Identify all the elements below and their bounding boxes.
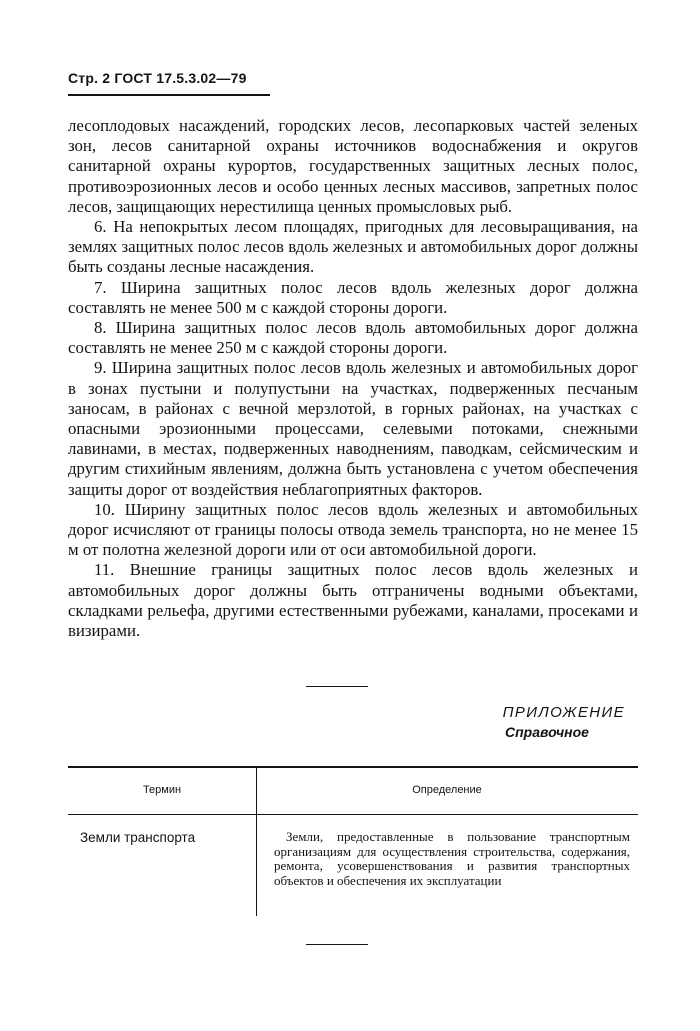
paragraph-9: 9. Ширина защитных полос лесов вдоль железных и автомобильных дорог в зонах пустыни и полупустыни на участках, подверженных песчаным заносам, в районах с вечной мерзлотой, в горных районах, на участках с опасными эрозионными процессами, селевыми потоками, снежными лавинами, в местах, подверженных наводнениям, паводкам, сейсмическим и другим стихийным явлениям, должна быть установлена с учетом обеспечения защиты дорог от воздействия неблагоприятных факторов. [68,358,638,499]
paragraph-11: 11. Внешние границы защитных полос лесов вдоль железных и автомобильных дорог должны быть отграничены водными объектами, складками рельефа, другими естественными рубежами, каналами, просеками и визирами. [68,560,638,641]
glossary-table [68,766,638,916]
header-rule [68,94,270,96]
appendix-subtitle: Справочное [505,724,589,740]
table-cell-term: Земли транспорта [80,830,196,845]
section-divider [306,686,368,687]
paragraph-6: 6. На непокрытых лесом площадях, пригодных для лесовыращивания, на землях защитных полос лесов вдоль железных и автомобильных дорог должны быть созданы лесные насаждения. [68,217,638,277]
paragraph-continuation: лесоплодовых насаждений, городских лесов, лесопарковых частей зеленых зон, лесов санитарной охраны источников водоснабжения и округов санитарной охраны курортов, государственных защитных лесных полос, противоэрозионных лесов и особо ценных лесных массивов, запретных полос лесов, защищающих нерестилища ценных промысловых рыб. [68,116,638,216]
page-header: Стр. 2 ГОСТ 17.5.3.02—79 [68,70,247,86]
appendix-title: ПРИЛОЖЕНИЕ [502,704,625,721]
paragraph-7: 7. Ширина защитных полос лесов вдоль железных дорог должна составлять не менее 500 м с каждой стороны дороги. [68,277,638,317]
column-header-term: Термин [142,784,182,796]
column-header-definition: Определение [412,784,482,796]
body-text [68,116,638,641]
end-divider [306,944,368,945]
table-top-rule [68,766,638,768]
paragraph-8: 8. Ширина защитных полос лесов вдоль автомобильных дорог должна составлять не менее 250 м с каждой стороны дороги. [68,318,638,358]
paragraph-10: 10. Ширину защитных полос лесов вдоль железных и автомобильных дорог исчисляют от границы полосы отвода земель транспорта, но не менее 15 м от полотна железной дороги или от оси автомобильной дороги. [68,499,638,560]
table-header-rule [68,814,638,815]
table-cell-definition: Земли, предоставленные в пользование транспортным организациям для осуществления строительства, содержания, ремонта, усовершенствования и развития транспортных объектов и обеспечения их эксплуатации [274,829,630,888]
